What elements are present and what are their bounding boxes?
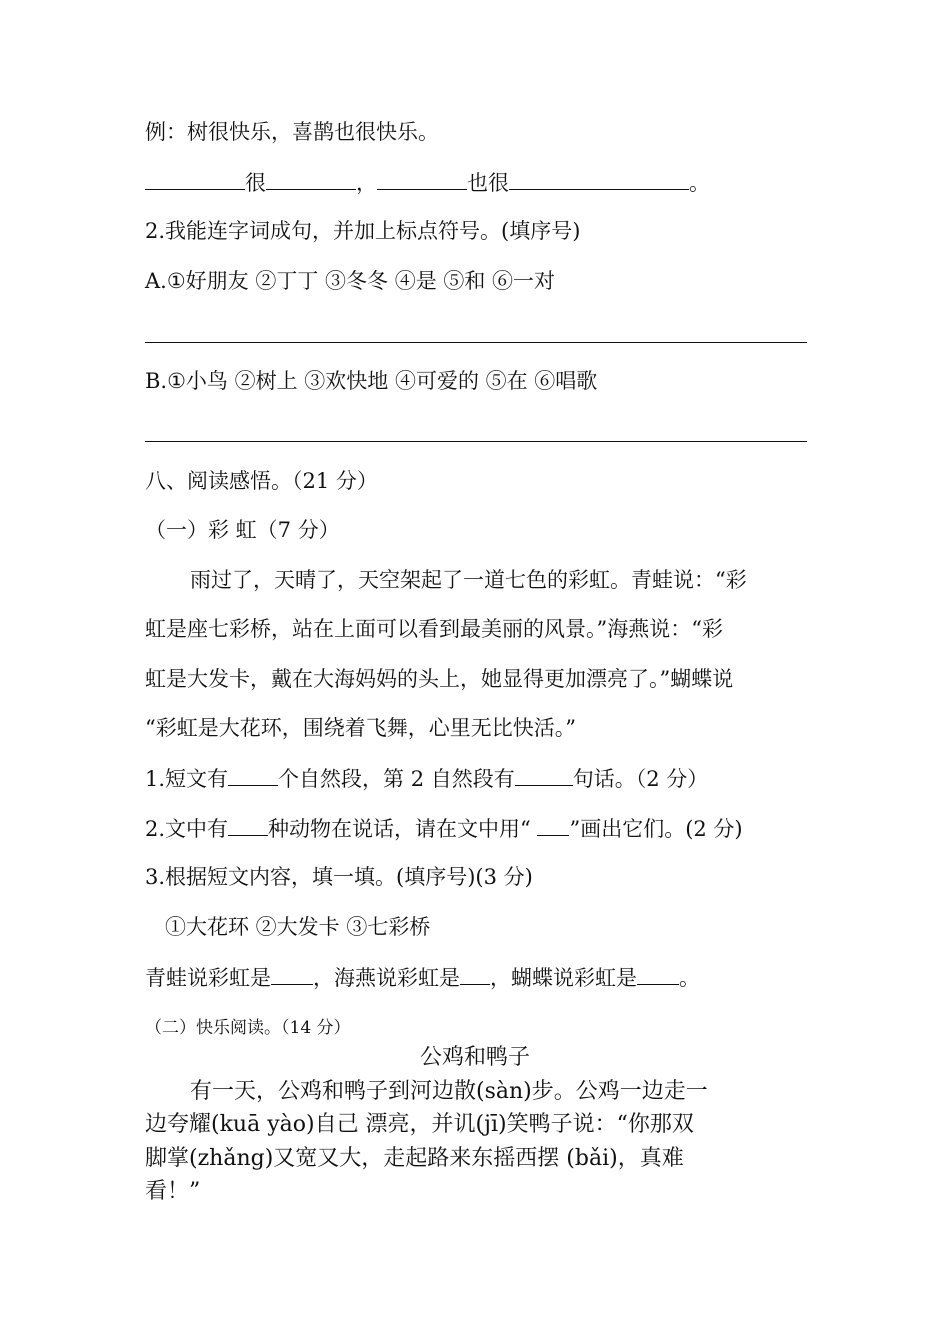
q2-text-c: ”画出它们。(2 分) <box>569 817 743 841</box>
answer-blank[interactable] <box>228 813 268 836</box>
answer-line-a[interactable] <box>145 342 807 343</box>
answer-blank[interactable] <box>271 962 313 985</box>
story-line: 脚掌(zhǎng)又宽又大，走起路来东摇西摆 (bǎi)，真难 <box>145 1146 684 1171</box>
question-2-option-b: B.①小鸟 ②树上 ③欢快地 ④可爱的 ⑤在 ⑥唱歌 <box>145 369 598 393</box>
story-title: 公鸡和鸭子 <box>419 1045 530 1070</box>
story-line: 有一天，公鸡和鸭子到河边散(sàn)步。公鸡一边走一 <box>190 1079 708 1104</box>
q1-text-a: 1.短文有 <box>145 767 229 791</box>
question-2-title: 2.我能连字词成句，并加上标点符号。(填序号) <box>145 219 581 243</box>
question-1 <box>145 763 708 794</box>
passage-1-line: “彩虹是大花环，围绕着飞舞，心里无比快活。” <box>145 716 576 740</box>
passage-1-line: 虹是座七彩桥，站在上面可以看到最美丽的风景。”海燕说：“彩 <box>145 617 723 641</box>
story-line: 边夸耀(kuā yào)自己 漂亮，并讥(jī)笑鸭子说：“你那双 <box>145 1112 694 1137</box>
example-sentence: 例：树很快乐，喜鹊也很快乐。 <box>145 120 439 144</box>
answer-blank[interactable] <box>377 167 467 190</box>
answer-blank[interactable] <box>460 962 490 985</box>
q3-text-c: ，蝴蝶说彩虹是 <box>490 966 637 990</box>
story-line: 看！” <box>145 1179 201 1204</box>
question-3-options: ①大花环 ②大发卡 ③七彩桥 <box>165 915 431 939</box>
q3-text-a: 青蛙说彩虹是 <box>145 966 271 990</box>
fill-end: 。 <box>689 171 710 195</box>
answer-blank[interactable] <box>515 763 573 786</box>
fill-word-1: 很 <box>245 171 266 195</box>
passage-1-line: 虹是大发卡，戴在大海妈妈的头上，她显得更加漂亮了。”蝴蝶说 <box>145 667 734 691</box>
q1-text-b: 个自然段，第 2 自然段有 <box>278 767 515 791</box>
part-1-title: （一）彩 虹（7 分） <box>145 518 340 542</box>
answer-blank[interactable] <box>145 167 245 190</box>
q2-text-b: 种动物在说话，请在文中用“ <box>268 817 538 841</box>
part-2-title: （二）快乐阅读。（14 分） <box>145 1018 351 1038</box>
answer-line-b[interactable] <box>145 441 807 442</box>
answer-blank[interactable] <box>509 167 689 190</box>
q3-text-d: 。 <box>679 966 700 990</box>
fill-in-line <box>145 167 710 198</box>
q2-text-a: 2.文中有 <box>145 817 229 841</box>
q3-text-b: ，海燕说彩虹是 <box>313 966 460 990</box>
q1-text-c: 句话。（2 分） <box>572 767 709 791</box>
fill-word-2: 也很 <box>467 171 509 195</box>
passage-1-line: 雨过了，天晴了，天空架起了一道七色的彩虹。青蛙说：“彩 <box>190 568 747 592</box>
answer-blank[interactable] <box>228 763 278 786</box>
question-2 <box>145 813 743 844</box>
answer-blank[interactable] <box>637 962 679 985</box>
fill-separator: ， <box>356 171 377 195</box>
answer-blank[interactable] <box>266 167 356 190</box>
section-8-title: 八、阅读感悟。（21 分） <box>145 469 378 493</box>
question-3-title: 3.根据短文内容，填一填。(填序号)(3 分) <box>145 865 533 889</box>
question-3-fill <box>145 962 700 993</box>
question-2-option-a: A.①好朋友 ②丁丁 ③冬冬 ④是 ⑤和 ⑥一对 <box>145 269 556 293</box>
underline-sample <box>537 813 569 836</box>
